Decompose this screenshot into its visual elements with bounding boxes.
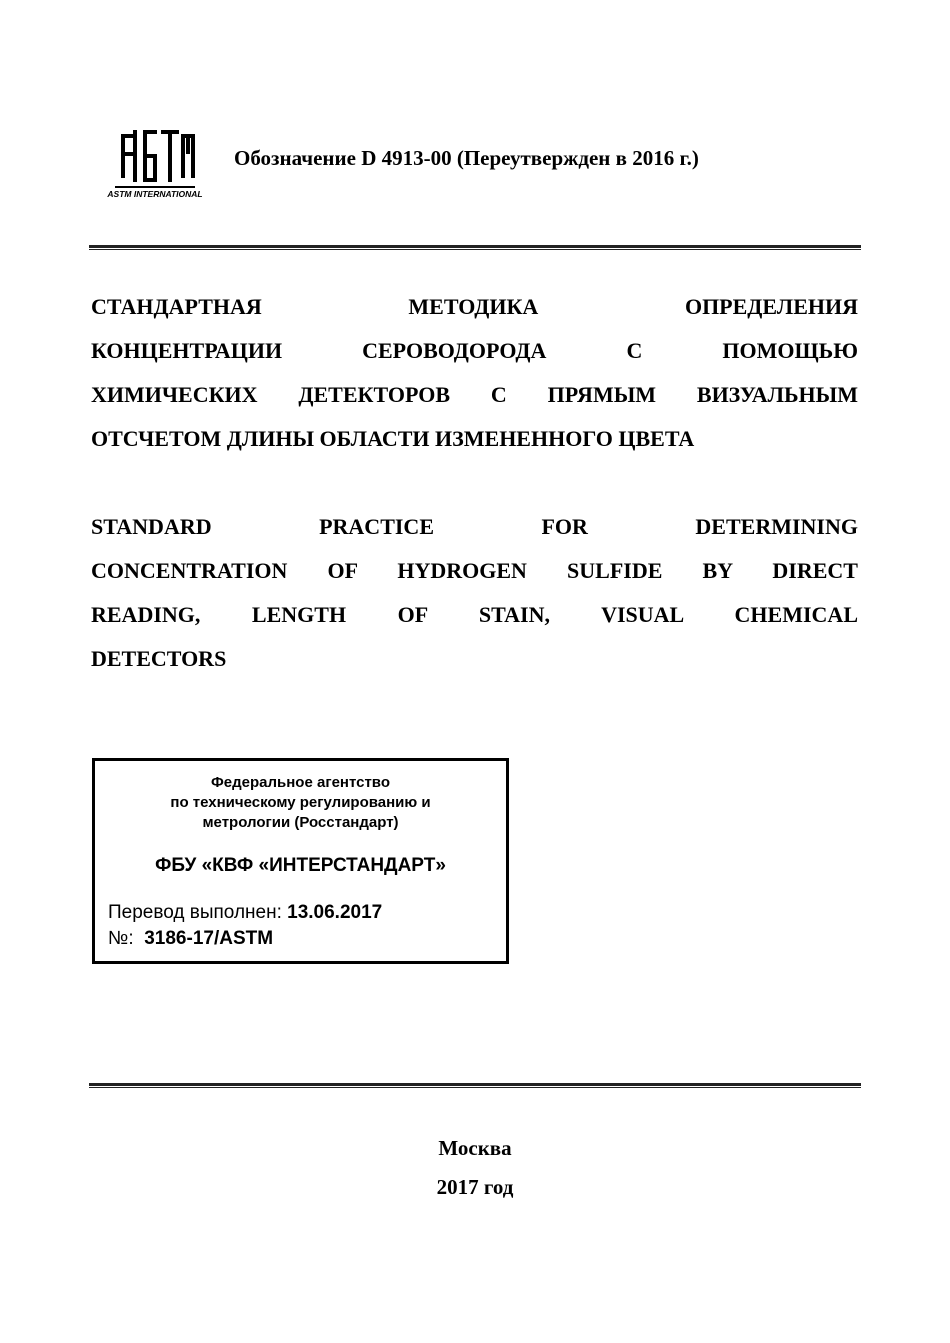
title-ru-line: КОНЦЕНТРАЦИИ СЕРОВОДОРОДА С ПОМОЩЬЮ xyxy=(91,338,858,363)
logo-text: ASTM INTERNATIONAL xyxy=(107,189,203,199)
title-ru-line: СТАНДАРТНАЯ МЕТОДИКА ОПРЕДЕЛЕНИЯ xyxy=(91,294,858,319)
translation-label: Перевод выполнен: xyxy=(108,902,282,923)
translation-number-row xyxy=(108,928,273,950)
title-en-line: DETECTORS xyxy=(91,646,227,671)
top-divider xyxy=(89,245,861,250)
title-english xyxy=(91,505,858,681)
title-ru-line: ХИМИЧЕСКИХ ДЕТЕКТОРОВ С ПРЯМЫМ ВИЗУАЛЬНЫМ xyxy=(91,382,858,407)
title-ru-line: ОТСЧЕТОМ ДЛИНЫ ОБЛАСТИ ИЗМЕНЕННОГО ЦВЕТА xyxy=(91,426,695,451)
document-designation: Обозначение D 4913-00 (Переутвержден в 2016 г.) xyxy=(234,146,699,170)
agency-line: Федеральное агентство xyxy=(210,774,390,791)
title-russian xyxy=(91,285,858,461)
title-en-line: STANDARD PRACTICE FOR DETERMINING xyxy=(91,514,858,539)
footer-year: 2017 год xyxy=(436,1175,514,1199)
title-en-line: CONCENTRATION OF HYDROGEN SULFIDE BY DIRECT xyxy=(91,558,858,583)
organization-name: ФБУ «КВФ «ИНТЕРСТАНДАРТ» xyxy=(155,855,446,876)
agency-line: метрологии (Росстандарт) xyxy=(202,814,399,831)
agency-name xyxy=(95,773,506,833)
astm-logo xyxy=(107,128,203,200)
number-label: №: xyxy=(108,928,134,949)
footer-city: Москва xyxy=(438,1136,512,1160)
translation-date-row xyxy=(108,902,382,924)
number-value: 3186-17/ASTM xyxy=(144,928,274,949)
bottom-divider xyxy=(89,1083,861,1088)
translation-stamp xyxy=(92,758,509,964)
title-en-line: READING, LENGTH OF STAIN, VISUAL CHEMICAL xyxy=(91,602,858,627)
translation-date: 13.06.2017 xyxy=(287,902,383,923)
agency-line: по техническому регулированию и xyxy=(170,794,431,811)
